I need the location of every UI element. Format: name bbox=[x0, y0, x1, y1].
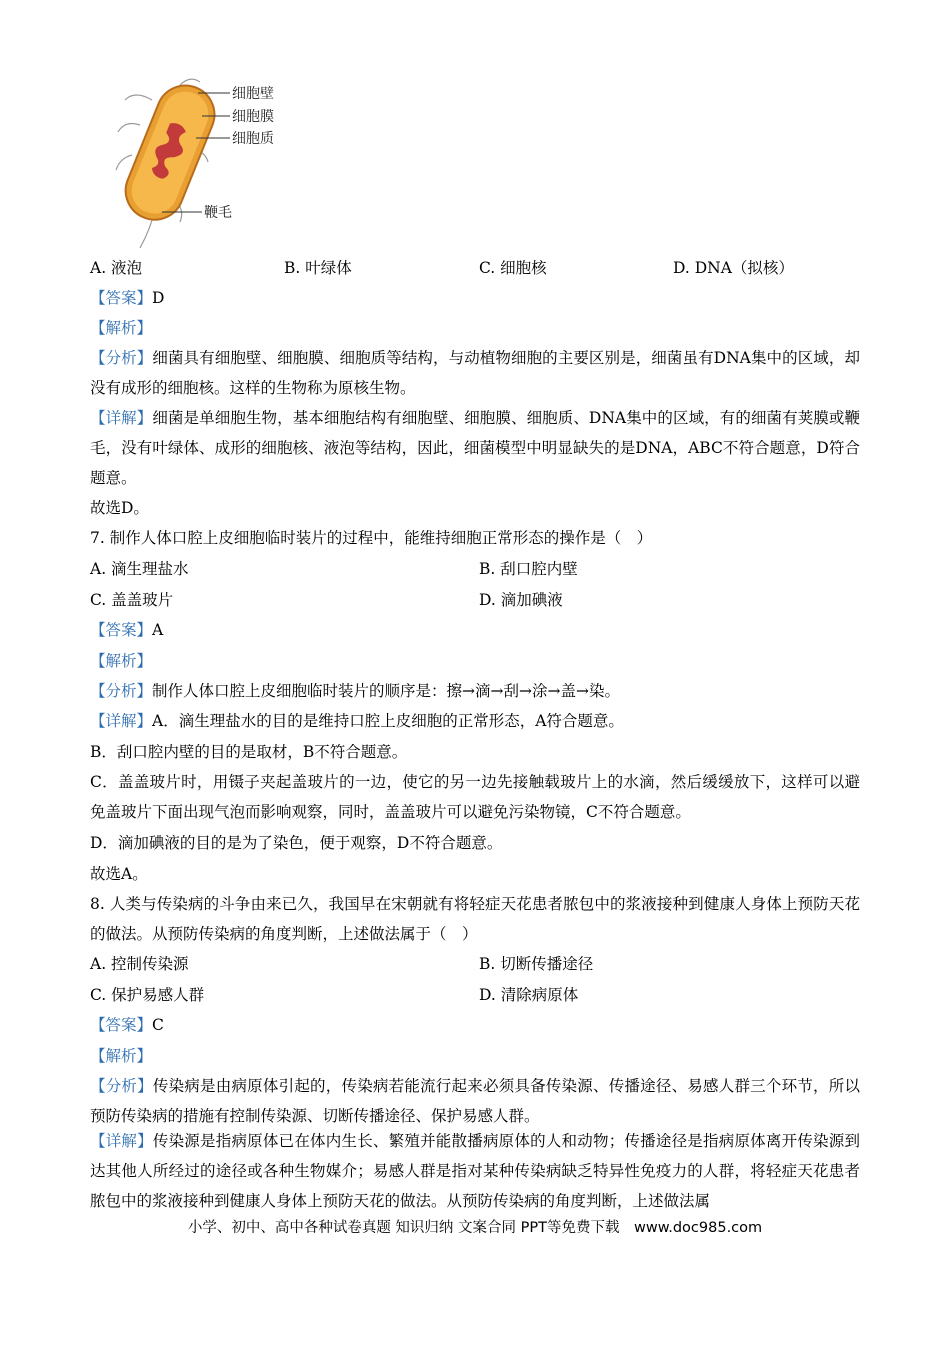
q6-detail: 【详解】细菌是单细胞生物，基本细胞结构有细胞壁、细胞膜、细胞质、DNA集中的区域，有的细菌有荚膜或鞭毛，没有叶绿体、成形的细胞核、液泡等结构，因此，细菌模型中明显缺失的是DNA，ABC不符合题意，D符合题意。 bbox=[90, 409, 860, 487]
q6-jiexi: 【解析】 bbox=[90, 319, 153, 337]
q8-option-d: D. 清除病原体 bbox=[479, 986, 579, 1004]
q6-analysis: 【分析】细菌具有细胞壁、细胞膜、细胞质等结构，与动植物细胞的主要区别是，细菌虽有DNA集中的区域，却没有成形的细胞核。这样的生物称为原核生物。 bbox=[90, 349, 860, 397]
q8-option-a: A. 控制传染源 bbox=[90, 955, 189, 973]
q8-detail: 【详解】传染源是指病原体已在体内生长、繁殖并能散播病原体的人和动物；传播途径是指病原体离开传染源到达其他人所经过的途径或各种生物媒介；易感人群是指对某种传染病缺乏特异性免疫力的人群，将轻症天花患者脓包中的浆液接种到健康人身体上预防天花的做法。从预防传染病的角度判断，上述做法属 bbox=[90, 1132, 860, 1210]
q6-option-d: D. DNA（拟核） bbox=[673, 259, 794, 277]
q6-option-c: C. 细胞核 bbox=[479, 259, 547, 277]
label-cytoplasm: 细胞质 bbox=[232, 131, 274, 147]
q8-jiexi: 【解析】 bbox=[90, 1047, 153, 1065]
q7-option-c: C. 盖盖玻片 bbox=[90, 591, 174, 609]
q7-analysis: 【分析】制作人体口腔上皮细胞临时装片的顺序是：擦→滴→刮→涂→盖→染。 bbox=[90, 682, 620, 700]
q7-detail-c: C．盖盖玻片时，用镊子夹起盖玻片的一边，使它的另一边先接触载玻片上的水滴，然后缓缓放下，这样可以避免盖玻片下面出现气泡而影响观察，同时，盖盖玻片可以避免污染物镜，C不符合题意。 bbox=[90, 773, 860, 821]
q7-option-d: D. 滴加碘液 bbox=[479, 591, 563, 609]
q7-detail-b: B．刮口腔内壁的目的是取材，B不符合题意。 bbox=[90, 743, 408, 761]
q6-answer: 【答案】D bbox=[90, 289, 165, 307]
q8-question: 8. 人类与传染病的斗争由来已久，我国早在宋朝就有将轻症天花患者脓包中的浆液接种到健康人身体上预防天花的做法。从预防传染病的角度判断，上述做法属于（ ） bbox=[90, 895, 860, 943]
q7-jiexi: 【解析】 bbox=[90, 652, 153, 670]
q6-conclusion: 故选D。 bbox=[90, 499, 149, 517]
q6-option-b: B. 叶绿体 bbox=[284, 259, 352, 277]
q7-detail-a: 【详解】A．滴生理盐水的目的是维持口腔上皮细胞的正常形态，A符合题意。 bbox=[90, 712, 624, 730]
q8-option-c: C. 保护易感人群 bbox=[90, 986, 205, 1004]
q7-question: 7. 制作人体口腔上皮细胞临时装片的过程中，能维持细胞正常形态的操作是（ ） bbox=[90, 529, 653, 547]
label-cell-wall: 细胞壁 bbox=[232, 86, 274, 102]
q8-analysis: 【分析】传染病是由病原体引起的，传染病若能流行起来必须具备传染源、传播途径、易感人群三个环节，所以预防传染病的措施有控制传染源、切断传播途径、保护易感人群。 bbox=[90, 1077, 860, 1125]
label-flagellum: 鞭毛 bbox=[204, 205, 232, 221]
q7-conclusion: 故选A。 bbox=[90, 865, 148, 883]
q8-option-b: B. 切断传播途径 bbox=[479, 955, 594, 973]
q8-answer: 【答案】C bbox=[90, 1016, 164, 1034]
q7-option-a: A. 滴生理盐水 bbox=[90, 560, 189, 578]
page-footer: 小学、初中、高中各种试卷真题 知识归纳 文案合同 PPT等免费下载 www.doc985.com bbox=[187, 1220, 763, 1236]
q7-answer: 【答案】A bbox=[90, 621, 164, 639]
q6-option-a: A. 液泡 bbox=[90, 259, 143, 277]
q7-option-b: B. 刮口腔内壁 bbox=[479, 560, 578, 578]
q7-detail-d: D．滴加碘液的目的是为了染色，便于观察，D不符合题意。 bbox=[90, 834, 503, 852]
bacterium-figure bbox=[110, 70, 290, 255]
label-cell-membrane: 细胞膜 bbox=[232, 109, 274, 125]
